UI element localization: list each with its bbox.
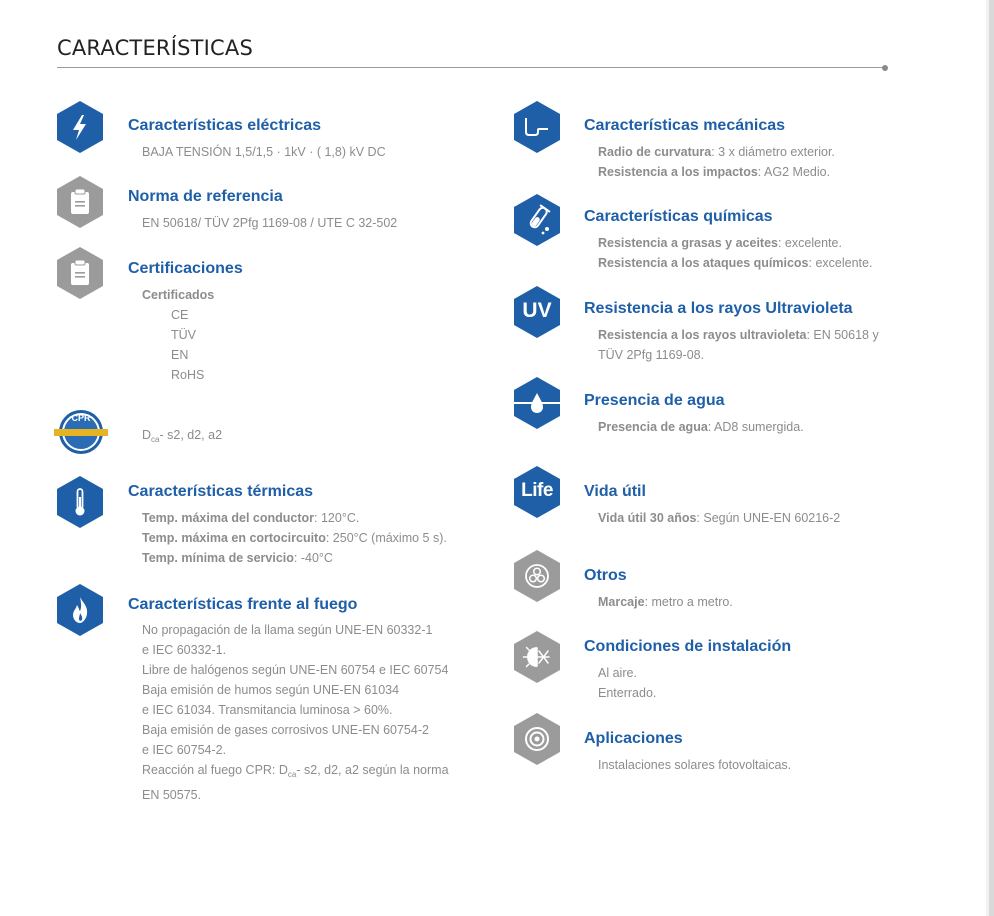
title-divider-dot: [882, 65, 888, 71]
agua-heading: Presencia de agua: [584, 392, 725, 409]
life-icon: [512, 465, 562, 519]
vida-text: [598, 508, 840, 528]
electricas-heading: Características eléctricas: [128, 117, 322, 134]
vida-heading: Vida útil: [584, 483, 646, 500]
quimicas-label: Resistencia a los ataques químicos: [598, 256, 809, 270]
fuego-line: e IEC 60754-2.: [142, 743, 227, 757]
fuego-heading: Características frente al fuego: [128, 596, 358, 613]
life-icon-text: Life: [521, 480, 553, 501]
fuego-line: No propagación de la llama según UNE-EN 60332-1: [142, 623, 433, 637]
aplicaciones-heading: Aplicaciones: [584, 730, 683, 747]
fuego-text: [142, 620, 449, 805]
mecanicas-text: [598, 142, 835, 182]
fuego-cpr-prefix: Reacción al fuego CPR: D: [142, 763, 288, 777]
fuego-line: EN 50575.: [142, 788, 202, 802]
flame-icon: [55, 583, 105, 637]
uv-label: Resistencia a los rayos ultravioleta: [598, 328, 807, 342]
termicas-label: Temp. máxima del conductor: [142, 511, 315, 525]
mecanicas-value: : AG2 Medio.: [757, 165, 831, 179]
title-divider: [57, 67, 885, 68]
fuego-cpr-line: [142, 760, 449, 785]
vida-label: Vida útil 30 años: [598, 511, 697, 525]
fuego-line: Baja emisión de humos según UNE-EN 61034: [142, 683, 400, 697]
thermometer-icon: [55, 475, 105, 529]
certificados-label: Certificados: [142, 288, 215, 302]
mecanicas-label: Resistencia a los impactos: [598, 165, 758, 179]
fuego-cpr-suffix: - s2, d2, a2 según la norma: [296, 763, 449, 777]
cpr-badge-text: CPR: [71, 413, 91, 423]
quimicas-label: Resistencia a grasas y aceites: [598, 236, 778, 250]
electricas-text: BAJA TENSIÓN 1,5/1,5 · 1kV · ( 1,8) kV DC: [142, 145, 386, 159]
cert-item: TÜV: [171, 328, 196, 342]
fuego-line: Baja emisión de gases corrosivos UNE-EN 60754-2: [142, 723, 429, 737]
clipboard-icon: [55, 246, 105, 300]
mecanicas-value: : 3 x diámetro exterior.: [711, 145, 835, 159]
fuego-line: e IEC 61034. Transmitancia luminosa > 60%.: [142, 703, 393, 717]
cert-item: EN: [171, 348, 189, 362]
norma-heading: Norma de referencia: [128, 188, 283, 205]
termicas-label: Temp. mínima de servicio: [142, 551, 294, 565]
agua-label: Presencia de agua: [598, 420, 708, 434]
test-tube-icon: [512, 193, 562, 247]
cpr-prefix: D: [142, 428, 152, 442]
cable-bend-icon: [512, 100, 562, 154]
target-icon: [512, 712, 562, 766]
certificaciones-list: [142, 285, 214, 385]
certificaciones-heading: Certificaciones: [128, 260, 243, 277]
lightning-icon: [55, 100, 105, 154]
cpr-suffix: - s2, d2, a2: [159, 428, 223, 442]
instalacion-heading: Condiciones de instalación: [584, 638, 792, 655]
quimicas-value: : excelente.: [777, 236, 842, 250]
termicas-value: : 120°C.: [314, 511, 360, 525]
page-title: CARACTERÍSTICAS: [57, 36, 254, 60]
vida-value: : Según UNE-EN 60216-2: [696, 511, 841, 525]
mecanicas-label: Radio de curvatura: [598, 145, 712, 159]
instalacion-line: Al aire.: [598, 666, 637, 680]
instalacion-line: Enterrado.: [598, 686, 657, 700]
otros-heading: Otros: [584, 567, 627, 584]
cert-item: CE: [171, 308, 189, 322]
termicas-label: Temp. máxima en cortocircuito: [142, 531, 326, 545]
quimicas-text: [598, 233, 872, 273]
uv-heading: Resistencia a los rayos Ultravioleta: [584, 300, 853, 317]
termicas-heading: Características térmicas: [128, 483, 314, 500]
aplicaciones-text: Instalaciones solares fotovoltaicas.: [598, 758, 792, 772]
sun-snow-icon: [512, 630, 562, 684]
uv-value: : EN 50618 y: [806, 328, 879, 342]
cpr-badge-icon: [53, 408, 109, 456]
termicas-value: : -40°C: [293, 551, 333, 565]
fuego-line: e IEC 60332-1.: [142, 643, 227, 657]
uv-line2: TÜV 2Pfg 1169-08.: [598, 348, 705, 362]
agua-text: [598, 417, 804, 437]
uv-icon: [512, 285, 562, 339]
agua-value: : AD8 sumergida.: [707, 420, 804, 434]
fuego-line: Libre de halógenos según UNE-EN 60754 e IEC 60754: [142, 663, 449, 677]
fuego-cpr-sub: ca: [287, 770, 297, 779]
otros-text: [598, 592, 733, 612]
quimicas-value: : excelente.: [808, 256, 873, 270]
water-drop-icon: [512, 376, 562, 430]
otros-value: : metro a metro.: [644, 595, 733, 609]
uv-text: [598, 325, 879, 365]
page-edge-scrollbar: [986, 0, 994, 916]
instalacion-text: [598, 663, 656, 703]
mecanicas-heading: Características mecánicas: [584, 117, 786, 134]
cpr-class: [142, 425, 222, 450]
termicas-text: [142, 508, 447, 568]
norma-text: EN 50618/ TÜV 2Pfg 1169-08 / UTE C 32-502: [142, 216, 398, 230]
termicas-value: : 250°C (máximo 5 s).: [325, 531, 447, 545]
quimicas-heading: Características químicas: [584, 208, 773, 225]
otros-label: Marcaje: [598, 595, 645, 609]
cert-item: RoHS: [171, 368, 205, 382]
clipboard-icon: [55, 175, 105, 229]
cable-section-icon: [512, 549, 562, 603]
uv-icon-text: UV: [522, 299, 552, 322]
cpr-sub: ca: [151, 435, 160, 444]
